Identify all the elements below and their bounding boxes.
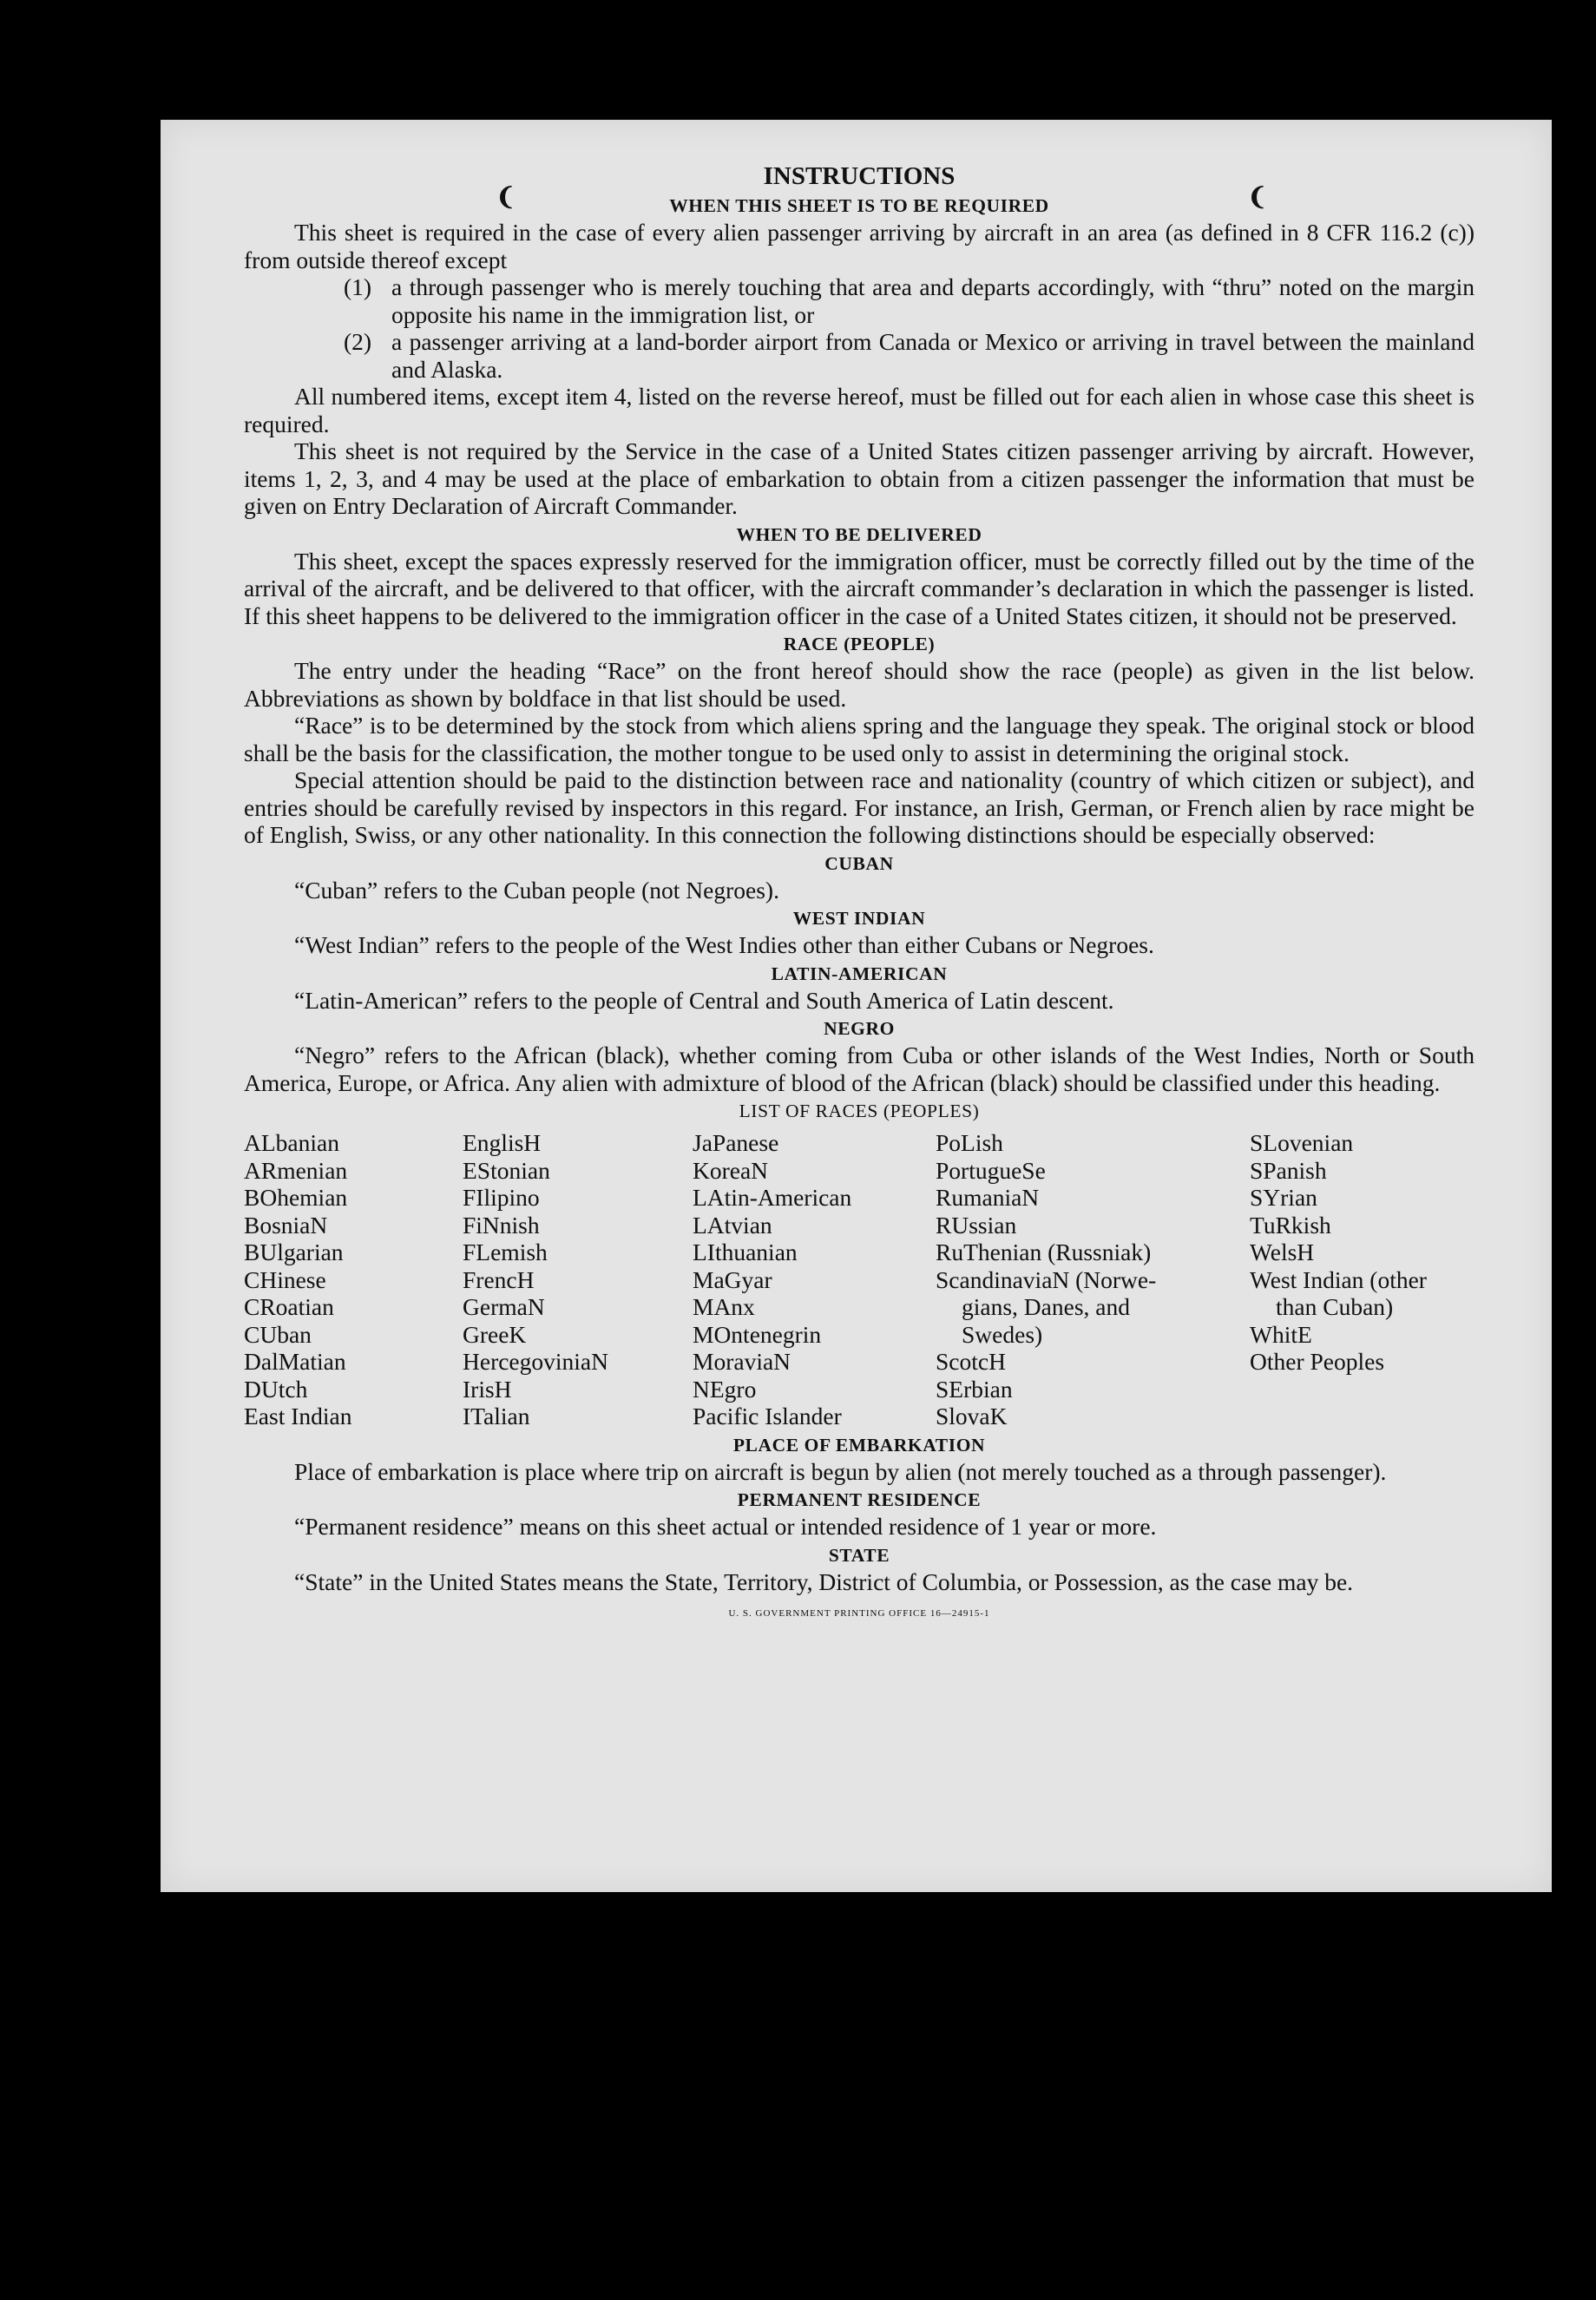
race-entry: Pacific Islander [693,1403,842,1429]
race-entry: RUssian [936,1211,1017,1239]
page-title: INSTRUCTIONS [763,162,956,190]
item-number: (1) [344,273,372,300]
race-entry: MOntenegrin [693,1320,822,1348]
heading-required: WHEN THIS SHEET IS TO BE REQUIRED [669,195,1049,216]
heading-race: RACE (PEOPLE) [783,634,936,654]
race-entry: FLemish [463,1239,548,1265]
race-entry: FiNnish [463,1211,540,1239]
race-entry: MoraviaN [693,1348,791,1375]
race-entry: EnglisH [463,1129,542,1156]
race-entry: DalMatian [244,1348,346,1375]
embarkation-text: Place of embarkation is place where trip on aircraft is begun by alien (not merely touched as a through passenger). [294,1457,1387,1485]
race-entry: LAtin-American [693,1184,852,1211]
races-column-1 [244,1129,463,1430]
heading-list-of-races: LIST OF RACES (PEOPLES) [739,1101,980,1121]
heading-delivered: WHEN TO BE DELIVERED [736,523,982,545]
race-entry: MaGyar [693,1265,772,1293]
delivered-text: This sheet, except the spaces expressly reserved for the immigration officer, must be correctly filled out by the time of the arrival of the aircraft, and be delivered to that officer, with the aircraft commander’s declaration in which the passenger is listed. If this sheet happens to be delivered to the immigration officer in the case of a United States citizen, it should not be preserved. [244,547,1474,629]
race-entry: DUtch [244,1375,308,1403]
race-entry: SlovaK [936,1403,1008,1429]
race-entry: PoLish [936,1129,1003,1156]
races-column-4 [936,1129,1250,1430]
heading-cuban: CUBAN [824,852,894,874]
state-text: “State” in the United States means the State, Territory, District of Columbia, or Possession, as the case may be. [294,1567,1354,1595]
race-entry: GreeK [463,1320,527,1348]
races-column-5 [1250,1129,1474,1430]
cuban-text: “Cuban” refers to the Cuban people (not Negroes). [294,876,779,904]
race-entry: MAnx [693,1293,755,1320]
races-column-3 [693,1129,936,1430]
document-sheet [161,120,1552,1892]
race-entry: ScandinaviaN (Norwe- [936,1265,1157,1293]
printing-office-footer: U. S. GOVERNMENT PRINTING OFFICE 16—24915-1 [728,1608,990,1619]
race-entry: SErbian [936,1375,1013,1403]
race-entry: LAtvian [693,1211,772,1239]
item-text: a passenger arriving at a land-border airport from Canada or Mexico or arriving in travel between the mainland and Alaska. [391,328,1474,383]
race-entry: ITalian [463,1403,530,1429]
race-entry-continued: gians, Danes, and [962,1293,1130,1320]
race-entry: WelsH [1250,1239,1315,1265]
race-entry: NEgro [693,1375,757,1403]
exception-item [344,328,1474,383]
race-entry: West Indian (other [1250,1265,1427,1293]
race-entry: RuThenian (Russniak) [936,1239,1152,1265]
item-number: (2) [344,328,372,355]
race-entry: FrencH [463,1265,535,1293]
race-entry: FIlipino [463,1184,540,1211]
race-entry: PortugueSe [936,1156,1046,1184]
heading-west-indian: WEST INDIAN [792,908,926,929]
race-entry: CRoatian [244,1293,334,1320]
race-entry: EStonian [463,1156,550,1184]
race-para2: “Race” is to be determined by the stock from which aliens spring and the language they speak. The original stock or blood shall be the basis for the classification, the mother tongue to be used only to assist in determining the original stock. [244,712,1474,766]
race-entry: CHinese [244,1265,326,1293]
race-para1: The entry under the heading “Race” on the front hereof should show the race (people) as given in the list below. Abbreviations as shown by boldface in that list should be used. [244,657,1474,712]
race-entry: SPanish [1250,1156,1327,1184]
races-list [244,1129,1474,1430]
residence-text: “Permanent residence” means on this sheet actual or intended residence of 1 year or more. [294,1513,1157,1540]
heading-permanent-residence: PERMANENT RESIDENCE [737,1489,982,1510]
exception-item [344,273,1474,328]
heading-negro: NEGRO [824,1018,895,1039]
heading-latin-american: LATIN-AMERICAN [771,963,948,984]
registration-mark-left: ❨ [496,184,516,211]
race-entry: CUban [244,1320,312,1348]
race-entry: BUlgarian [244,1239,344,1265]
registration-mark-right: ❨ [1247,184,1268,211]
race-entry-continued: than Cuban) [1276,1293,1394,1320]
race-entry: TuRkish [1250,1211,1331,1239]
race-entry: JaPanese [693,1129,779,1156]
race-entry: East Indian [244,1403,352,1429]
race-entry: ALbanian [244,1129,339,1156]
negro-text: “Negro” refers to the African (black), whether coming from Cuba or other islands of the West Indies, North or South America, Europe, or Africa. Any alien with admixture of blood of the African (black) should be classified under this heading. [244,1042,1474,1096]
west-indian-text: “West Indian” refers to the people of the West Indies other than either Cubans or Negroes. [294,931,1154,958]
instructions-content [244,161,1474,1628]
heading-state: STATE [828,1544,890,1566]
race-para3: Special attention should be paid to the distinction between race and nationality (country of which citizen or subject), and entries should be carefully revised by inspectors in this regard. For instance, an Irish, German, or French alien by race might be of English, Swiss, or any other nationality. In this connection the following distinctions should be especially observed: [244,766,1474,848]
race-entry: BosniaN [244,1211,328,1239]
race-entry: GermaN [463,1293,545,1320]
race-entry: BOhemian [244,1184,348,1211]
heading-embarkation: PLACE OF EMBARKATION [732,1434,986,1456]
item-text: a through passenger who is merely touching that area and departs accordingly, with “thru” noted on the margin opposite his name in the immigration list, or [391,273,1474,328]
race-entry: RumaniaN [936,1184,1040,1211]
race-entry: KoreaN [693,1156,769,1184]
required-para2: All numbered items, except item 4, listed on the reverse hereof, must be filled out for each alien in whose case this sheet is required. [244,383,1474,437]
race-entry: WhitE [1250,1320,1312,1348]
races-column-2 [463,1129,693,1430]
race-entry: SYrian [1250,1184,1317,1211]
race-entry-continued: Swedes) [962,1320,1043,1348]
race-entry: ARmenian [244,1156,348,1184]
latin-american-text: “Latin-American” refers to the people of Central and South America of Latin descent. [294,986,1114,1014]
race-entry: Other Peoples [1250,1348,1385,1375]
race-entry: LIthuanian [693,1239,798,1265]
race-entry: SLovenian [1250,1129,1354,1156]
required-intro: This sheet is required in the case of every alien passenger arriving by aircraft in an area (as defined in 8 CFR 116.2 (c)) from outside thereof except [244,219,1474,273]
race-entry: HercegoviniaN [463,1348,608,1375]
race-entry: IrisH [463,1375,512,1403]
required-para3: This sheet is not required by the Service in the case of a United States citizen passenger arriving by aircraft. However, items 1, 2, 3, and 4 may be used at the place of embarkation to obtain from a citizen passenger the information that must be given on Entry Declaration of Aircraft Commander. [244,437,1474,519]
race-entry: ScotcH [936,1348,1006,1375]
